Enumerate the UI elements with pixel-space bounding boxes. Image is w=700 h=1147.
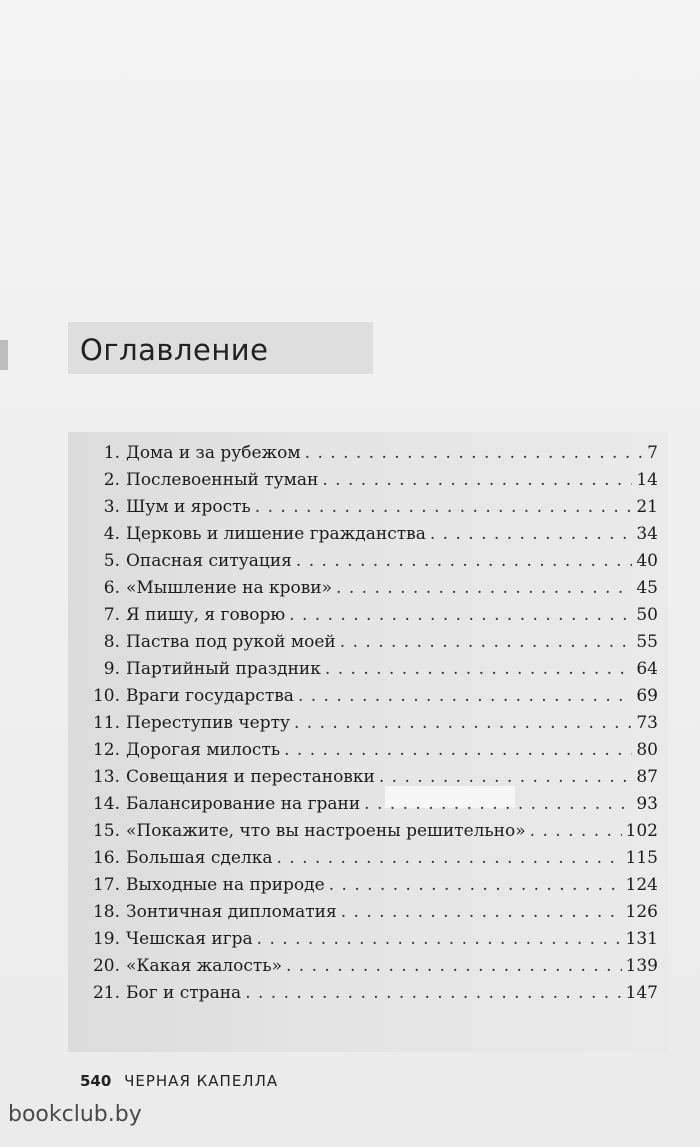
toc-leader-dots xyxy=(255,494,633,521)
toc-entry-title: «Мышление на крови» xyxy=(126,578,333,598)
toc-entry-page: 73 xyxy=(636,713,658,733)
toc-entry[interactable] xyxy=(90,440,658,467)
toc-entry-title: Шум и ярость xyxy=(126,497,251,517)
toc-entry-page: 124 xyxy=(625,875,658,895)
toc-entry-number: 3. xyxy=(103,497,120,517)
toc-entry[interactable] xyxy=(90,818,658,845)
toc-entry-title: Враги государства xyxy=(126,686,294,706)
toc-leader-dots xyxy=(340,629,633,656)
toc-entry-page: 80 xyxy=(636,740,658,760)
toc-entry-title: Опасная ситуация xyxy=(126,551,292,571)
toc-leader-dots xyxy=(245,980,621,1007)
toc-entry-page: 69 xyxy=(636,686,658,706)
toc-entry-page: 50 xyxy=(636,605,658,625)
toc-entry-page: 147 xyxy=(625,983,658,1003)
toc-entry-number: 14. xyxy=(92,794,120,814)
toc-leader-dots xyxy=(322,467,632,494)
toc-entry[interactable] xyxy=(90,575,658,602)
toc-entry-page: 102 xyxy=(625,821,658,841)
toc-entry-number: 20. xyxy=(92,956,120,976)
toc-entry[interactable] xyxy=(90,710,658,737)
table-of-contents xyxy=(90,440,658,1007)
toc-leader-dots xyxy=(257,926,622,953)
toc-entry-number: 12. xyxy=(92,740,120,760)
toc-entry-title: «Покажите, что вы настроены решительно» xyxy=(126,821,526,841)
toc-leader-dots xyxy=(530,818,622,845)
toc-leader-dots xyxy=(430,521,633,548)
toc-entry-title: Я пишу, я говорю xyxy=(126,605,286,625)
toc-entry-page: 64 xyxy=(636,659,658,679)
toc-entry-page: 40 xyxy=(636,551,658,571)
toc-entry[interactable] xyxy=(90,521,658,548)
toc-entry[interactable] xyxy=(90,656,658,683)
toc-entry-title: Паства под рукой моей xyxy=(126,632,336,652)
toc-entry[interactable] xyxy=(90,548,658,575)
toc-entry[interactable] xyxy=(90,899,658,926)
toc-entry-number: 10. xyxy=(92,686,120,706)
toc-leader-dots xyxy=(276,845,621,872)
toc-leader-dots xyxy=(298,683,632,710)
toc-entry-number: 4. xyxy=(103,524,120,544)
toc-leader-dots xyxy=(336,575,632,602)
toc-entry-title: Бог и страна xyxy=(126,983,242,1003)
toc-leader-dots xyxy=(325,656,632,683)
toc-entry[interactable] xyxy=(90,629,658,656)
toc-entry-title: Дорогая милость xyxy=(126,740,281,760)
toc-entry-number: 9. xyxy=(103,659,120,679)
toc-entry-title: Балансирование на грани xyxy=(126,794,361,814)
watermark: bookclub.by xyxy=(8,1102,142,1127)
toc-entry[interactable] xyxy=(90,683,658,710)
toc-entry-page: 14 xyxy=(636,470,658,490)
toc-entry-number: 7. xyxy=(103,605,120,625)
toc-entry-page: 131 xyxy=(625,929,658,949)
page-footer xyxy=(80,1072,278,1090)
page-edge-mark xyxy=(0,340,8,370)
toc-entry-title: Послевоенный туман xyxy=(126,470,319,490)
toc-entry[interactable] xyxy=(90,791,658,818)
toc-leader-dots xyxy=(294,710,632,737)
toc-entry-title: Дома и за рубежом xyxy=(126,443,301,463)
toc-entry-title: Совещания и перестановки xyxy=(126,767,375,787)
toc-entry-number: 1. xyxy=(103,443,120,463)
toc-leader-dots xyxy=(379,764,633,791)
toc-entry[interactable] xyxy=(90,737,658,764)
toc-entry-number: 19. xyxy=(92,929,120,949)
toc-leader-dots xyxy=(364,791,632,818)
toc-entry[interactable] xyxy=(90,872,658,899)
toc-entry-page: 45 xyxy=(636,578,658,598)
toc-entry-title: Чешская игра xyxy=(126,929,253,949)
toc-entry-page: 21 xyxy=(636,497,658,517)
toc-entry-title: «Какая жалость» xyxy=(126,956,282,976)
toc-entry-number: 13. xyxy=(92,767,120,787)
toc-entry[interactable] xyxy=(90,764,658,791)
footer-page-number: 540 xyxy=(80,1072,112,1090)
toc-entry-title: Церковь и лишение гражданства xyxy=(126,524,426,544)
toc-entry-number: 16. xyxy=(92,848,120,868)
toc-entry-title: Выходные на природе xyxy=(126,875,325,895)
toc-entry-page: 126 xyxy=(625,902,658,922)
toc-entry-title: Большая сделка xyxy=(126,848,273,868)
toc-entry-page: 87 xyxy=(636,767,658,787)
toc-entry-number: 17. xyxy=(92,875,120,895)
toc-entry-number: 2. xyxy=(103,470,120,490)
toc-leader-dots xyxy=(296,548,632,575)
toc-entry-page: 93 xyxy=(636,794,658,814)
toc-entry-page: 139 xyxy=(625,956,658,976)
toc-entry[interactable] xyxy=(90,926,658,953)
toc-leader-dots xyxy=(329,872,622,899)
toc-entry-page: 34 xyxy=(636,524,658,544)
toc-entry-page: 115 xyxy=(625,848,658,868)
toc-entry-number: 6. xyxy=(103,578,120,598)
toc-leader-dots xyxy=(289,602,632,629)
toc-entry-title: Партийный праздник xyxy=(126,659,321,679)
toc-entry-number: 8. xyxy=(103,632,120,652)
toc-entry[interactable] xyxy=(90,602,658,629)
toc-entry[interactable] xyxy=(90,953,658,980)
toc-entry[interactable] xyxy=(90,494,658,521)
toc-entry[interactable] xyxy=(90,467,658,494)
toc-entry-page: 7 xyxy=(647,443,658,463)
toc-entry-number: 11. xyxy=(92,713,120,733)
toc-leader-dots xyxy=(286,953,622,980)
toc-entry-number: 18. xyxy=(92,902,120,922)
toc-leader-dots xyxy=(341,899,622,926)
footer-running-title: ЧЕРНАЯ КАПЕЛЛА xyxy=(124,1072,279,1090)
toc-entry-page: 55 xyxy=(636,632,658,652)
toc-leader-dots xyxy=(284,737,632,764)
toc-heading: Оглавление xyxy=(80,333,269,367)
toc-leader-dots xyxy=(305,440,644,467)
toc-entry-title: Зонтичная дипломатия xyxy=(126,902,337,922)
toc-entry[interactable] xyxy=(90,980,658,1007)
toc-entry[interactable] xyxy=(90,845,658,872)
toc-entry-number: 21. xyxy=(92,983,120,1003)
toc-entry-number: 5. xyxy=(103,551,120,571)
toc-entry-number: 15. xyxy=(92,821,120,841)
toc-entry-title: Переступив черту xyxy=(126,713,290,733)
